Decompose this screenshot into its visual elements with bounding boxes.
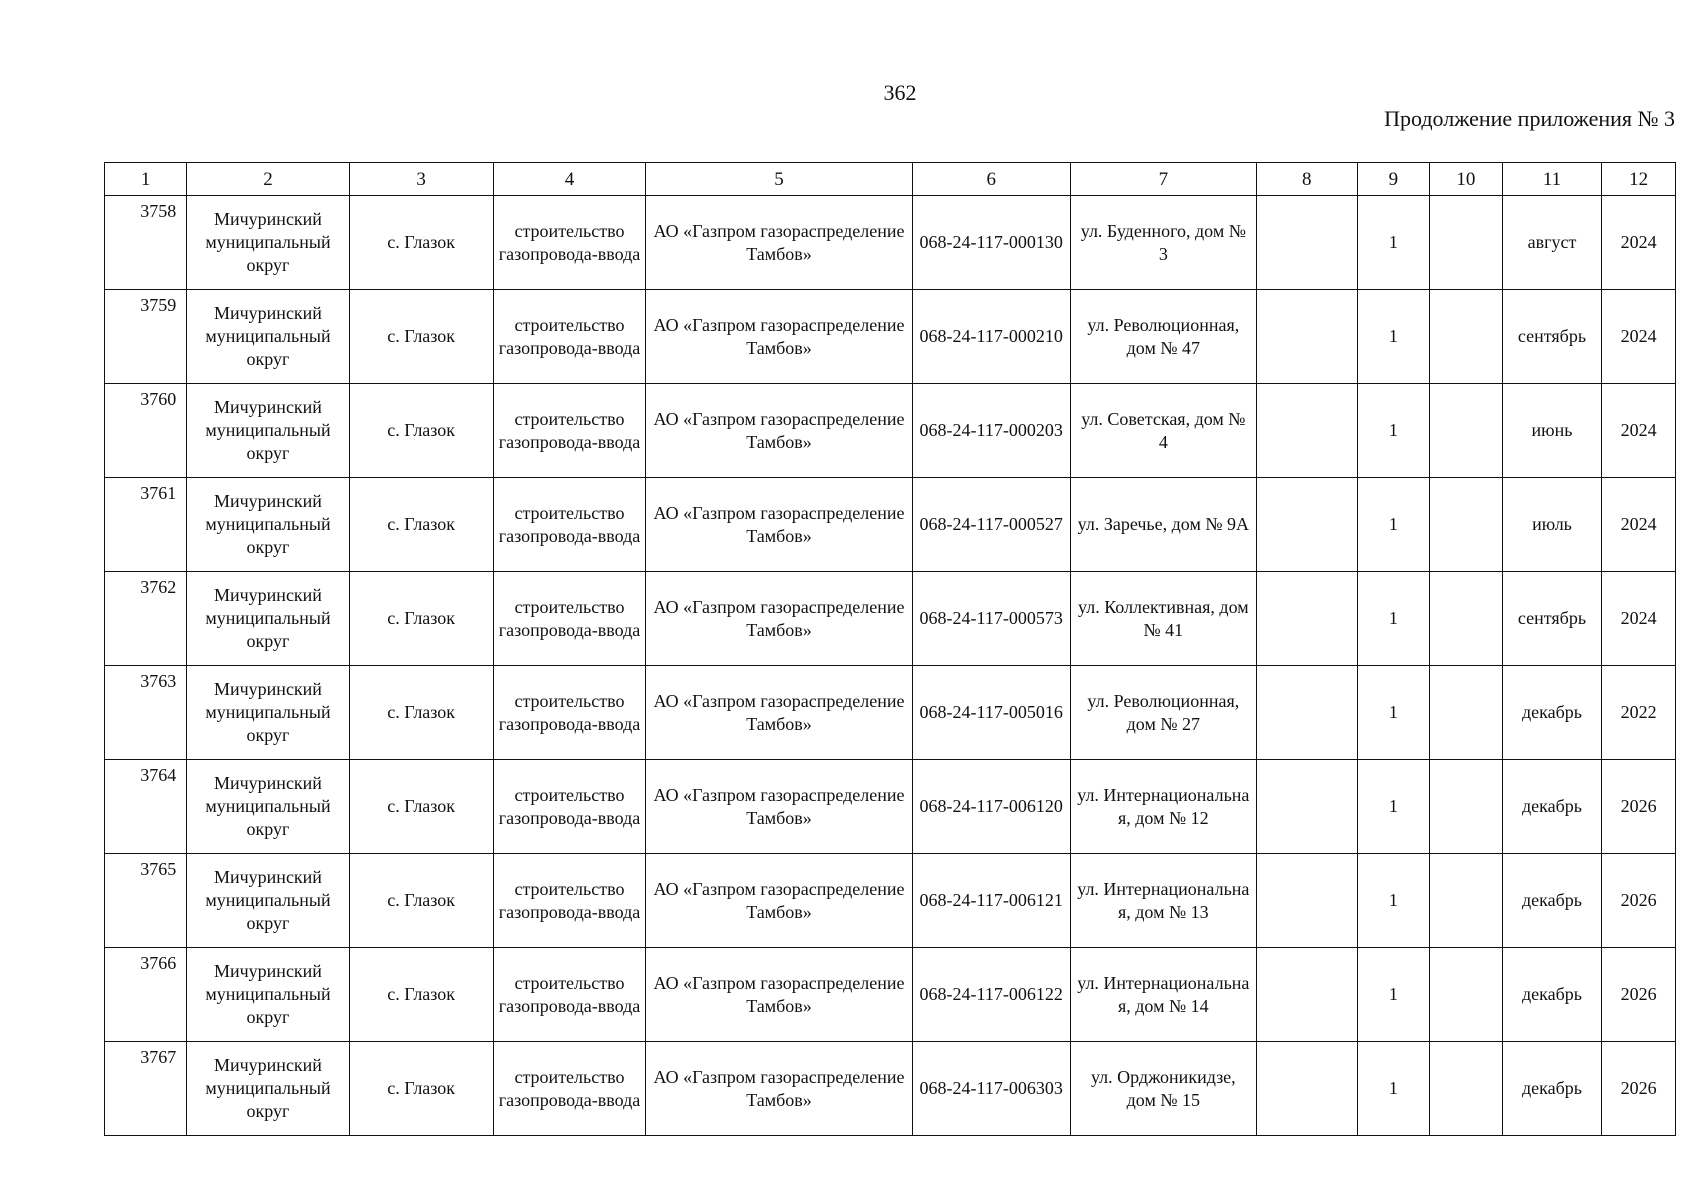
cell-col-work-type: строительство газопровода-ввода [493,384,646,478]
registry-table [104,162,1676,1136]
cell-col-object-id: 068-24-117-000527 [912,478,1070,572]
cell-col-8 [1256,384,1357,478]
cell-col-10 [1430,290,1503,384]
column-header-2: 2 [187,163,349,196]
cell-col-work-type: строительство газопровода-ввода [493,572,646,666]
cell-col-address: ул. Революционная, дом № 27 [1070,666,1256,760]
cell-col-9: 1 [1357,666,1430,760]
cell-col-organization: АО «Газпром газораспределение Тамбов» [646,854,912,948]
column-header-5: 5 [646,163,912,196]
column-header-1: 1 [105,163,187,196]
cell-col-address: ул. Советская, дом № 4 [1070,384,1256,478]
cell-col-10 [1430,854,1503,948]
cell-col-address: ул. Интернациональна я, дом № 12 [1070,760,1256,854]
cell-col-work-type: строительство газопровода-ввода [493,760,646,854]
table-row [105,478,1676,572]
cell-col-district: Мичуринский муниципальный округ [187,948,349,1042]
cell-col-month: август [1502,196,1602,290]
page-number: 362 [883,80,917,105]
cell-col-8 [1256,290,1357,384]
cell-col-10 [1430,196,1503,290]
cell-col-work-type: строительство газопровода-ввода [493,1042,646,1136]
cell-col-object-id: 068-24-117-000210 [912,290,1070,384]
cell-col-year: 2026 [1602,854,1676,948]
cell-col-year: 2024 [1602,572,1676,666]
table-row [105,948,1676,1042]
column-header-7: 7 [1070,163,1256,196]
cell-col-month: декабрь [1502,854,1602,948]
cell-col-number: 3767 [105,1042,187,1136]
table-row [105,666,1676,760]
cell-col-district: Мичуринский муниципальный округ [187,854,349,948]
cell-col-work-type: строительство газопровода-ввода [493,478,646,572]
cell-col-object-id: 068-24-117-000573 [912,572,1070,666]
cell-col-8 [1256,1042,1357,1136]
cell-col-9: 1 [1357,290,1430,384]
cell-col-address: ул. Революционная, дом № 47 [1070,290,1256,384]
cell-col-number: 3761 [105,478,187,572]
column-header-8: 8 [1256,163,1357,196]
cell-col-month: июль [1502,478,1602,572]
cell-col-organization: АО «Газпром газораспределение Тамбов» [646,760,912,854]
column-header-4: 4 [493,163,646,196]
cell-col-object-id: 068-24-117-006122 [912,948,1070,1042]
cell-col-year: 2024 [1602,384,1676,478]
cell-col-address: ул. Буденного, дом № 3 [1070,196,1256,290]
table-body [105,196,1676,1136]
cell-col-address: ул. Интернациональна я, дом № 14 [1070,948,1256,1042]
cell-col-month: декабрь [1502,666,1602,760]
cell-col-8 [1256,478,1357,572]
cell-col-district: Мичуринский муниципальный округ [187,478,349,572]
cell-col-district: Мичуринский муниципальный округ [187,572,349,666]
cell-col-settlement: с. Глазок [349,384,493,478]
cell-col-object-id: 068-24-117-005016 [912,666,1070,760]
cell-col-work-type: строительство газопровода-ввода [493,948,646,1042]
cell-col-settlement: с. Глазок [349,854,493,948]
table-header [105,163,1676,196]
cell-col-number: 3759 [105,290,187,384]
cell-col-8 [1256,196,1357,290]
column-header-6: 6 [912,163,1070,196]
table-row [105,572,1676,666]
cell-col-organization: АО «Газпром газораспределение Тамбов» [646,290,912,384]
cell-col-month: декабрь [1502,760,1602,854]
table-row [105,290,1676,384]
cell-col-number: 3765 [105,854,187,948]
cell-col-address: ул. Интернациональна я, дом № 13 [1070,854,1256,948]
cell-col-number: 3762 [105,572,187,666]
cell-col-month: декабрь [1502,948,1602,1042]
cell-col-9: 1 [1357,196,1430,290]
cell-col-9: 1 [1357,572,1430,666]
table-row [105,384,1676,478]
appendix-continuation-label: Продолжение приложения № 3 [1384,106,1675,131]
cell-col-9: 1 [1357,760,1430,854]
cell-col-address: ул. Орджоникидзе, дом № 15 [1070,1042,1256,1136]
cell-col-year: 2026 [1602,760,1676,854]
cell-col-10 [1430,1042,1503,1136]
cell-col-settlement: с. Глазок [349,760,493,854]
cell-col-object-id: 068-24-117-006121 [912,854,1070,948]
cell-col-month: сентябрь [1502,290,1602,384]
cell-col-organization: АО «Газпром газораспределение Тамбов» [646,478,912,572]
cell-col-8 [1256,666,1357,760]
cell-col-object-id: 068-24-117-000130 [912,196,1070,290]
cell-col-year: 2024 [1602,196,1676,290]
cell-col-year: 2024 [1602,290,1676,384]
cell-col-settlement: с. Глазок [349,948,493,1042]
cell-col-9: 1 [1357,478,1430,572]
cell-col-number: 3758 [105,196,187,290]
column-header-9: 9 [1357,163,1430,196]
table-row [105,854,1676,948]
cell-col-work-type: строительство газопровода-ввода [493,854,646,948]
cell-col-work-type: строительство газопровода-ввода [493,290,646,384]
cell-col-year: 2024 [1602,478,1676,572]
cell-col-month: декабрь [1502,1042,1602,1136]
table-row [105,196,1676,290]
cell-col-object-id: 068-24-117-000203 [912,384,1070,478]
cell-col-8 [1256,948,1357,1042]
cell-col-9: 1 [1357,854,1430,948]
cell-col-8 [1256,854,1357,948]
column-header-12: 12 [1602,163,1676,196]
cell-col-year: 2026 [1602,948,1676,1042]
cell-col-object-id: 068-24-117-006303 [912,1042,1070,1136]
cell-col-10 [1430,572,1503,666]
column-header-10: 10 [1430,163,1503,196]
cell-col-district: Мичуринский муниципальный округ [187,290,349,384]
cell-col-year: 2026 [1602,1042,1676,1136]
cell-col-settlement: с. Глазок [349,666,493,760]
cell-col-8 [1256,760,1357,854]
cell-col-organization: АО «Газпром газораспределение Тамбов» [646,1042,912,1136]
cell-col-9: 1 [1357,948,1430,1042]
cell-col-address: ул. Заречье, дом № 9А [1070,478,1256,572]
cell-col-10 [1430,478,1503,572]
cell-col-number: 3766 [105,948,187,1042]
cell-col-district: Мичуринский муниципальный округ [187,666,349,760]
cell-col-9: 1 [1357,1042,1430,1136]
cell-col-year: 2022 [1602,666,1676,760]
cell-col-number: 3764 [105,760,187,854]
cell-col-address: ул. Коллективная, дом № 41 [1070,572,1256,666]
header-row [105,163,1676,196]
cell-col-district: Мичуринский муниципальный округ [187,196,349,290]
cell-col-settlement: с. Глазок [349,478,493,572]
cell-col-10 [1430,666,1503,760]
cell-col-object-id: 068-24-117-006120 [912,760,1070,854]
table-row [105,1042,1676,1136]
cell-col-settlement: с. Глазок [349,1042,493,1136]
cell-col-settlement: с. Глазок [349,196,493,290]
cell-col-settlement: с. Глазок [349,572,493,666]
cell-col-number: 3760 [105,384,187,478]
cell-col-organization: АО «Газпром газораспределение Тамбов» [646,948,912,1042]
cell-col-organization: АО «Газпром газораспределение Тамбов» [646,572,912,666]
cell-col-10 [1430,948,1503,1042]
cell-col-work-type: строительство газопровода-ввода [493,666,646,760]
column-header-11: 11 [1502,163,1602,196]
cell-col-organization: АО «Газпром газораспределение Тамбов» [646,666,912,760]
cell-col-9: 1 [1357,384,1430,478]
cell-col-district: Мичуринский муниципальный округ [187,384,349,478]
cell-col-organization: АО «Газпром газораспределение Тамбов» [646,196,912,290]
cell-col-10 [1430,760,1503,854]
cell-col-district: Мичуринский муниципальный округ [187,1042,349,1136]
cell-col-month: сентябрь [1502,572,1602,666]
cell-col-8 [1256,572,1357,666]
cell-col-number: 3763 [105,666,187,760]
cell-col-10 [1430,384,1503,478]
table-row [105,760,1676,854]
cell-col-settlement: с. Глазок [349,290,493,384]
cell-col-month: июнь [1502,384,1602,478]
cell-col-district: Мичуринский муниципальный округ [187,760,349,854]
column-header-3: 3 [349,163,493,196]
cell-col-organization: АО «Газпром газораспределение Тамбов» [646,384,912,478]
cell-col-work-type: строительство газопровода-ввода [493,196,646,290]
